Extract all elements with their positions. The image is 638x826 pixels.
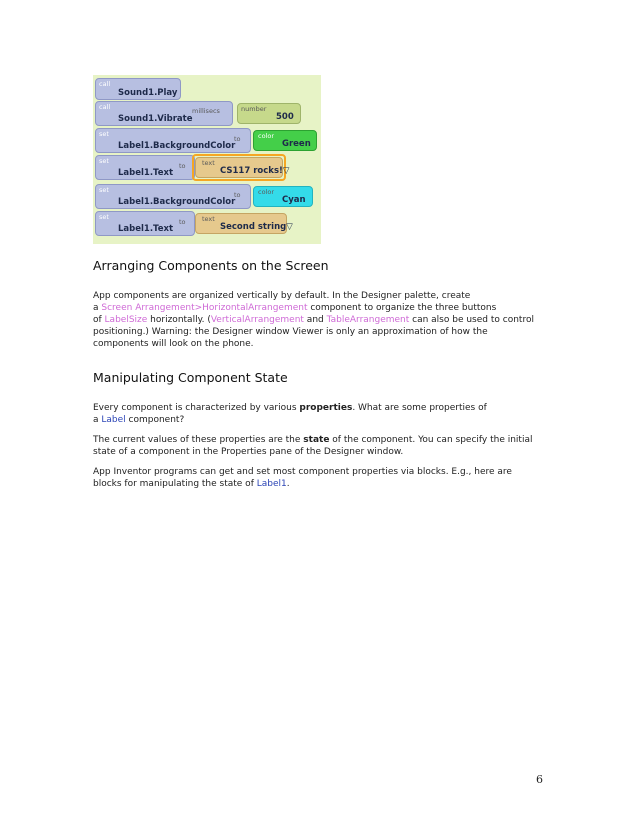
- paragraph-arranging: [93, 290, 553, 350]
- text: a: [93, 303, 102, 313]
- block-label: Sound1.Vibrate: [118, 114, 193, 124]
- text-line: [93, 290, 553, 302]
- text: component?: [125, 415, 185, 425]
- block-tag: color: [258, 188, 275, 196]
- text: and: [303, 315, 327, 325]
- block-label: Sound1.Play: [118, 88, 178, 98]
- vertical-arrangement-term: VerticalArrangement: [210, 315, 304, 325]
- text: App components are organized vertically by default. In the Designer palette, create: [93, 291, 471, 301]
- blocks-figure: [93, 75, 321, 244]
- block-tag: text: [202, 159, 215, 167]
- text-line: [93, 402, 553, 414]
- block-tag: set: [99, 213, 109, 221]
- text-line: [93, 434, 553, 446]
- text-line: [93, 414, 553, 426]
- block-value: Second string▽: [220, 222, 293, 232]
- block-label: Label1.BackgroundColor: [118, 197, 236, 207]
- block-to: to: [234, 135, 241, 143]
- labelsize-term: LabelSize: [104, 315, 148, 325]
- block-set-bgcolor-2: [95, 184, 251, 209]
- text: horizontally. (: [147, 315, 211, 325]
- block-tag: color: [258, 132, 275, 140]
- text: state of a component in the Properties pane of the Designer window.: [93, 447, 404, 457]
- block-to: to: [234, 191, 241, 199]
- text-line: [93, 314, 553, 326]
- block-color-cyan: [253, 186, 313, 207]
- block-value: Cyan: [282, 195, 306, 205]
- table-arrangement-term: TableArrangement: [326, 315, 410, 325]
- block-tag: number: [241, 105, 267, 113]
- block-param: millisecs: [192, 107, 220, 115]
- paragraph-state: [93, 434, 553, 458]
- horizontal-arrangement-term: Screen Arrangement>HorizontalArrangement: [101, 303, 308, 313]
- paragraph-properties: [93, 402, 553, 426]
- section-heading-arranging: Arranging Components on the Screen: [93, 258, 329, 273]
- block-set-text-2: [95, 211, 195, 236]
- block-set-text: [95, 155, 195, 180]
- block-to: to: [179, 162, 186, 170]
- text: component to organize the three buttons: [307, 303, 497, 313]
- text-line: [93, 338, 553, 350]
- text: The current values of these properties are the: [93, 435, 304, 445]
- section-heading-state: Manipulating Component State: [93, 370, 288, 385]
- block-tag: text: [202, 215, 215, 223]
- state-term: state: [303, 435, 330, 445]
- text: Every component is characterized by various: [93, 403, 300, 413]
- block-label: Label1.Text: [118, 224, 174, 234]
- text: positioning.) Warning: the Designer window Viewer is only an approximation of how the: [93, 327, 488, 337]
- block-sound-vibrate: [95, 101, 233, 126]
- text-line: [93, 302, 553, 314]
- text: a: [93, 415, 102, 425]
- block-tag: set: [99, 186, 109, 194]
- text: .: [286, 479, 290, 489]
- text: can also be used to control: [409, 315, 534, 325]
- block-value: CS117 rocks!▽: [220, 166, 290, 176]
- block-color-green: [253, 130, 317, 151]
- block-value: 500: [276, 112, 294, 122]
- block-label: Label1.BackgroundColor: [118, 141, 236, 151]
- block-tag: call: [99, 80, 111, 88]
- block-tag: call: [99, 103, 111, 111]
- text: App Inventor programs can get and set most component properties via blocks. E.g., here are: [93, 467, 512, 477]
- block-tag: set: [99, 157, 109, 165]
- block-to: to: [179, 218, 186, 226]
- properties-term: properties: [299, 403, 353, 413]
- text-line: [93, 478, 553, 490]
- block-label: Label1.Text: [118, 168, 174, 178]
- text-line: [93, 446, 553, 458]
- paragraph-blocks: [93, 466, 553, 490]
- page-number: 6: [536, 773, 543, 786]
- label1-term: Label1: [256, 479, 287, 489]
- block-sound-play: [95, 78, 181, 100]
- block-text-second: [195, 213, 293, 234]
- block-number: [237, 103, 301, 124]
- label-term: Label: [101, 415, 126, 425]
- block-tag: set: [99, 130, 109, 138]
- block-value: Green: [282, 139, 311, 149]
- text-line: [93, 466, 553, 478]
- text: of the component. You can specify the initial: [329, 435, 533, 445]
- block-text-cs117: [195, 157, 290, 178]
- text: components will look on the phone.: [93, 339, 254, 349]
- text-line: [93, 326, 553, 338]
- text: blocks for manipulating the state of: [93, 479, 257, 489]
- block-set-bgcolor: [95, 128, 251, 153]
- text: of: [93, 315, 105, 325]
- text: . What are some properties of: [352, 403, 487, 413]
